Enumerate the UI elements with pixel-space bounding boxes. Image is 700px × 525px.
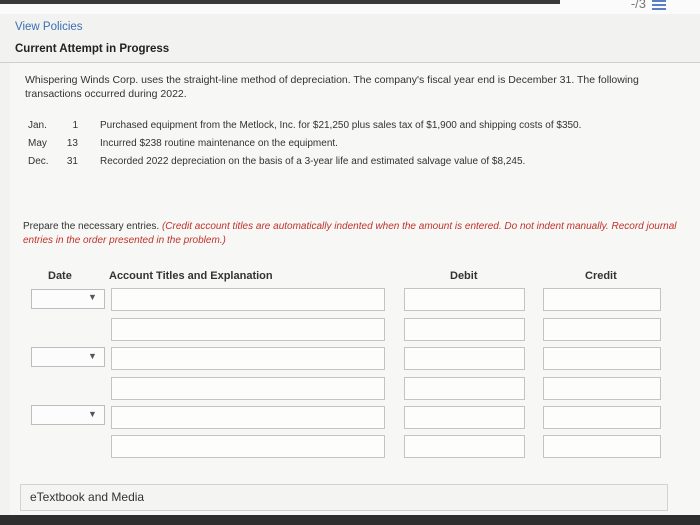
header-credit: Credit [585,270,617,282]
top-bar-strip [0,0,560,4]
credit-input[interactable] [543,377,661,400]
header-date: Date [48,270,72,282]
transaction-month: Dec. [28,156,49,167]
transaction-text: Recorded 2022 depreciation on the basis of a 3-year life and estimated salvage value of $8,245. [100,156,526,167]
view-policies-link[interactable]: View Policies [15,21,83,33]
score-label: -/3 [630,0,646,11]
credit-input[interactable] [543,347,661,370]
account-input[interactable] [111,435,385,458]
attempt-status: Current Attempt in Progress [15,43,170,55]
chevron-down-icon: ▼ [88,292,97,302]
problem-intro: Whispering Winds Corp. uses the straight-line method of depreciation. The company's fiscal year end is December 31. The following transactions occurred during 2022. [25,74,639,100]
debit-input[interactable] [404,435,525,458]
account-input[interactable] [111,406,385,429]
etextbook-button[interactable] [20,484,668,511]
instructions-note: (Credit account titles are automatically indented when the amount is entered. Do not indent manually. Record journal entries in the order presented in the problem.) [23,221,677,246]
account-input[interactable] [111,347,385,370]
transaction-day: 13 [66,138,78,149]
chevron-down-icon: ▼ [88,409,97,419]
debit-input[interactable] [404,347,525,370]
top-bar [0,0,700,14]
transaction-month: Jan. [28,120,47,131]
bottom-bar [0,515,700,525]
debit-input[interactable] [404,377,525,400]
transaction-month: May [28,138,47,149]
header-account: Account Titles and Explanation [109,270,273,282]
credit-input[interactable] [543,288,661,311]
transaction-text: Purchased equipment from the Metlock, Inc. for $21,250 plus sales tax of $1,900 and shipping costs of $350. [100,120,582,131]
transaction-day: 1 [72,120,78,131]
credit-input[interactable] [543,406,661,429]
transaction-day: 31 [66,156,78,167]
etextbook-label: eTextbook and Media [30,490,145,504]
credit-input[interactable] [543,318,661,341]
debit-input[interactable] [404,406,525,429]
header-debit: Debit [450,270,478,282]
chevron-down-icon: ▼ [88,351,97,361]
debit-input[interactable] [404,318,525,341]
instructions [23,220,683,248]
account-input[interactable] [111,318,385,341]
account-input[interactable] [111,288,385,311]
instructions-main: Prepare the necessary entries. [23,221,160,232]
debit-input[interactable] [404,288,525,311]
account-input[interactable] [111,377,385,400]
list-icon[interactable] [652,0,666,11]
transaction-text: Incurred $238 routine maintenance on the equipment. [100,138,338,149]
credit-input[interactable] [543,435,661,458]
